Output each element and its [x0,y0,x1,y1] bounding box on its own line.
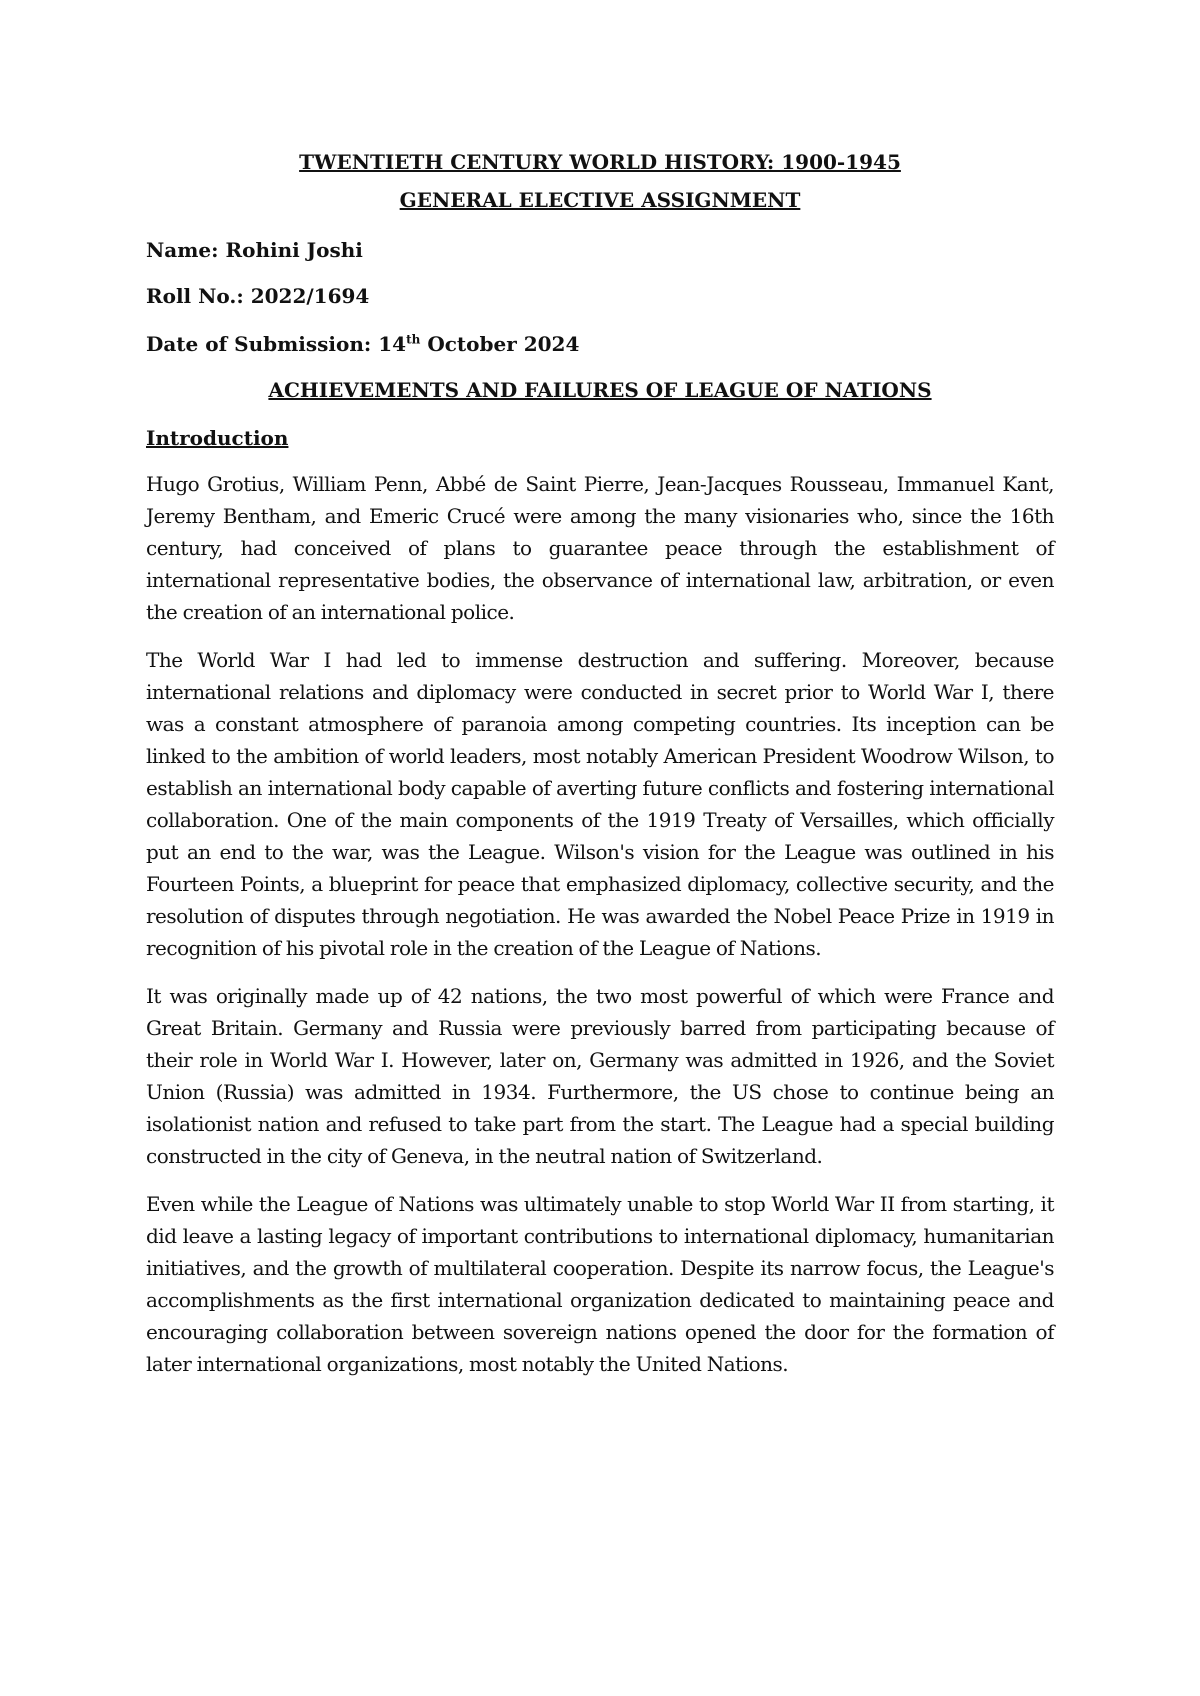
section-heading-introduction: Introduction [146,426,289,450]
topic-title: ACHIEVEMENTS AND FAILURES OF LEAGUE OF NATIONS [268,378,932,402]
paragraph: Hugo Grotius, William Penn, Abbé de Saint Pierre, Jean-Jacques Rousseau, Immanuel Kant, Jeremy Bentham, and Emeric Crucé were among the many visionaries who, since the 16th century, had conceived of plans to guarantee peace through the establishment of international representative bodies, the observance of international law, arbitration, or even the creation of an international police. [146,472,1054,624]
date-label: Date of Submission: [146,332,372,356]
date-suffix: th [406,332,421,347]
roll-value: 2022/1694 [250,284,370,308]
date-day: 14 [378,332,407,356]
course-title: TWENTIETH CENTURY WORLD HISTORY: 1900-1945 [299,150,901,174]
paragraph: It was originally made up of 42 nations, the two most powerful of which were France and Great Britain. Germany and Russia were previously barred from participating because of their role in World War I. However, later on, Germany was admitted in 1926, and the Soviet Union (Russia) was admitted in 1934. Furthermore, the US chose to continue being an isolationist nation and refused to take part from the start. The League had a special building constructed in the city of Geneva, in the neutral nation of Switzerland. [146,984,1054,1168]
paragraph: Even while the League of Nations was ultimately unable to stop World War II from starting, it did leave a lasting legacy of important contributions to international diplomacy, humanitarian initiatives, and the growth of multilateral cooperation. Despite its narrow focus, the League's accomplishments as the first international organization dedicated to maintaining peace and encouraging collaboration between sovereign nations opened the door for the formation of later international organizations, most notably the United Nations. [146,1192,1054,1376]
assignment-title: GENERAL ELECTIVE ASSIGNMENT [399,188,801,212]
submission-date-line [146,332,1054,356]
student-name-line [146,238,1054,262]
roll-label: Roll No.: [146,284,244,308]
name-label: Name: [146,238,219,262]
paragraph: The World War I had led to immense destruction and suffering. Moreover, because international relations and diplomacy were conducted in secret prior to World War I, there was a constant atmosphere of paranoia among competing countries. Its inception can be linked to the ambition of world leaders, most notably American President Woodrow Wilson, to establish an international body capable of averting future conflicts and fostering international collaboration. One of the main components of the 1919 Treaty of Versailles, which officially put an end to the war, was the League. Wilson's vision for the League was outlined in his Fourteen Points, a blueprint for peace that emphasized diplomacy, collective security, and the resolution of disputes through negotiation. He was awarded the Nobel Peace Prize in 1919 in recognition of his pivotal role in the creation of the League of Nations. [146,648,1054,960]
roll-number-line [146,284,1054,308]
document-page [146,150,1054,1380]
name-value: Rohini Joshi [225,238,363,262]
date-rest: October 2024 [427,332,580,356]
